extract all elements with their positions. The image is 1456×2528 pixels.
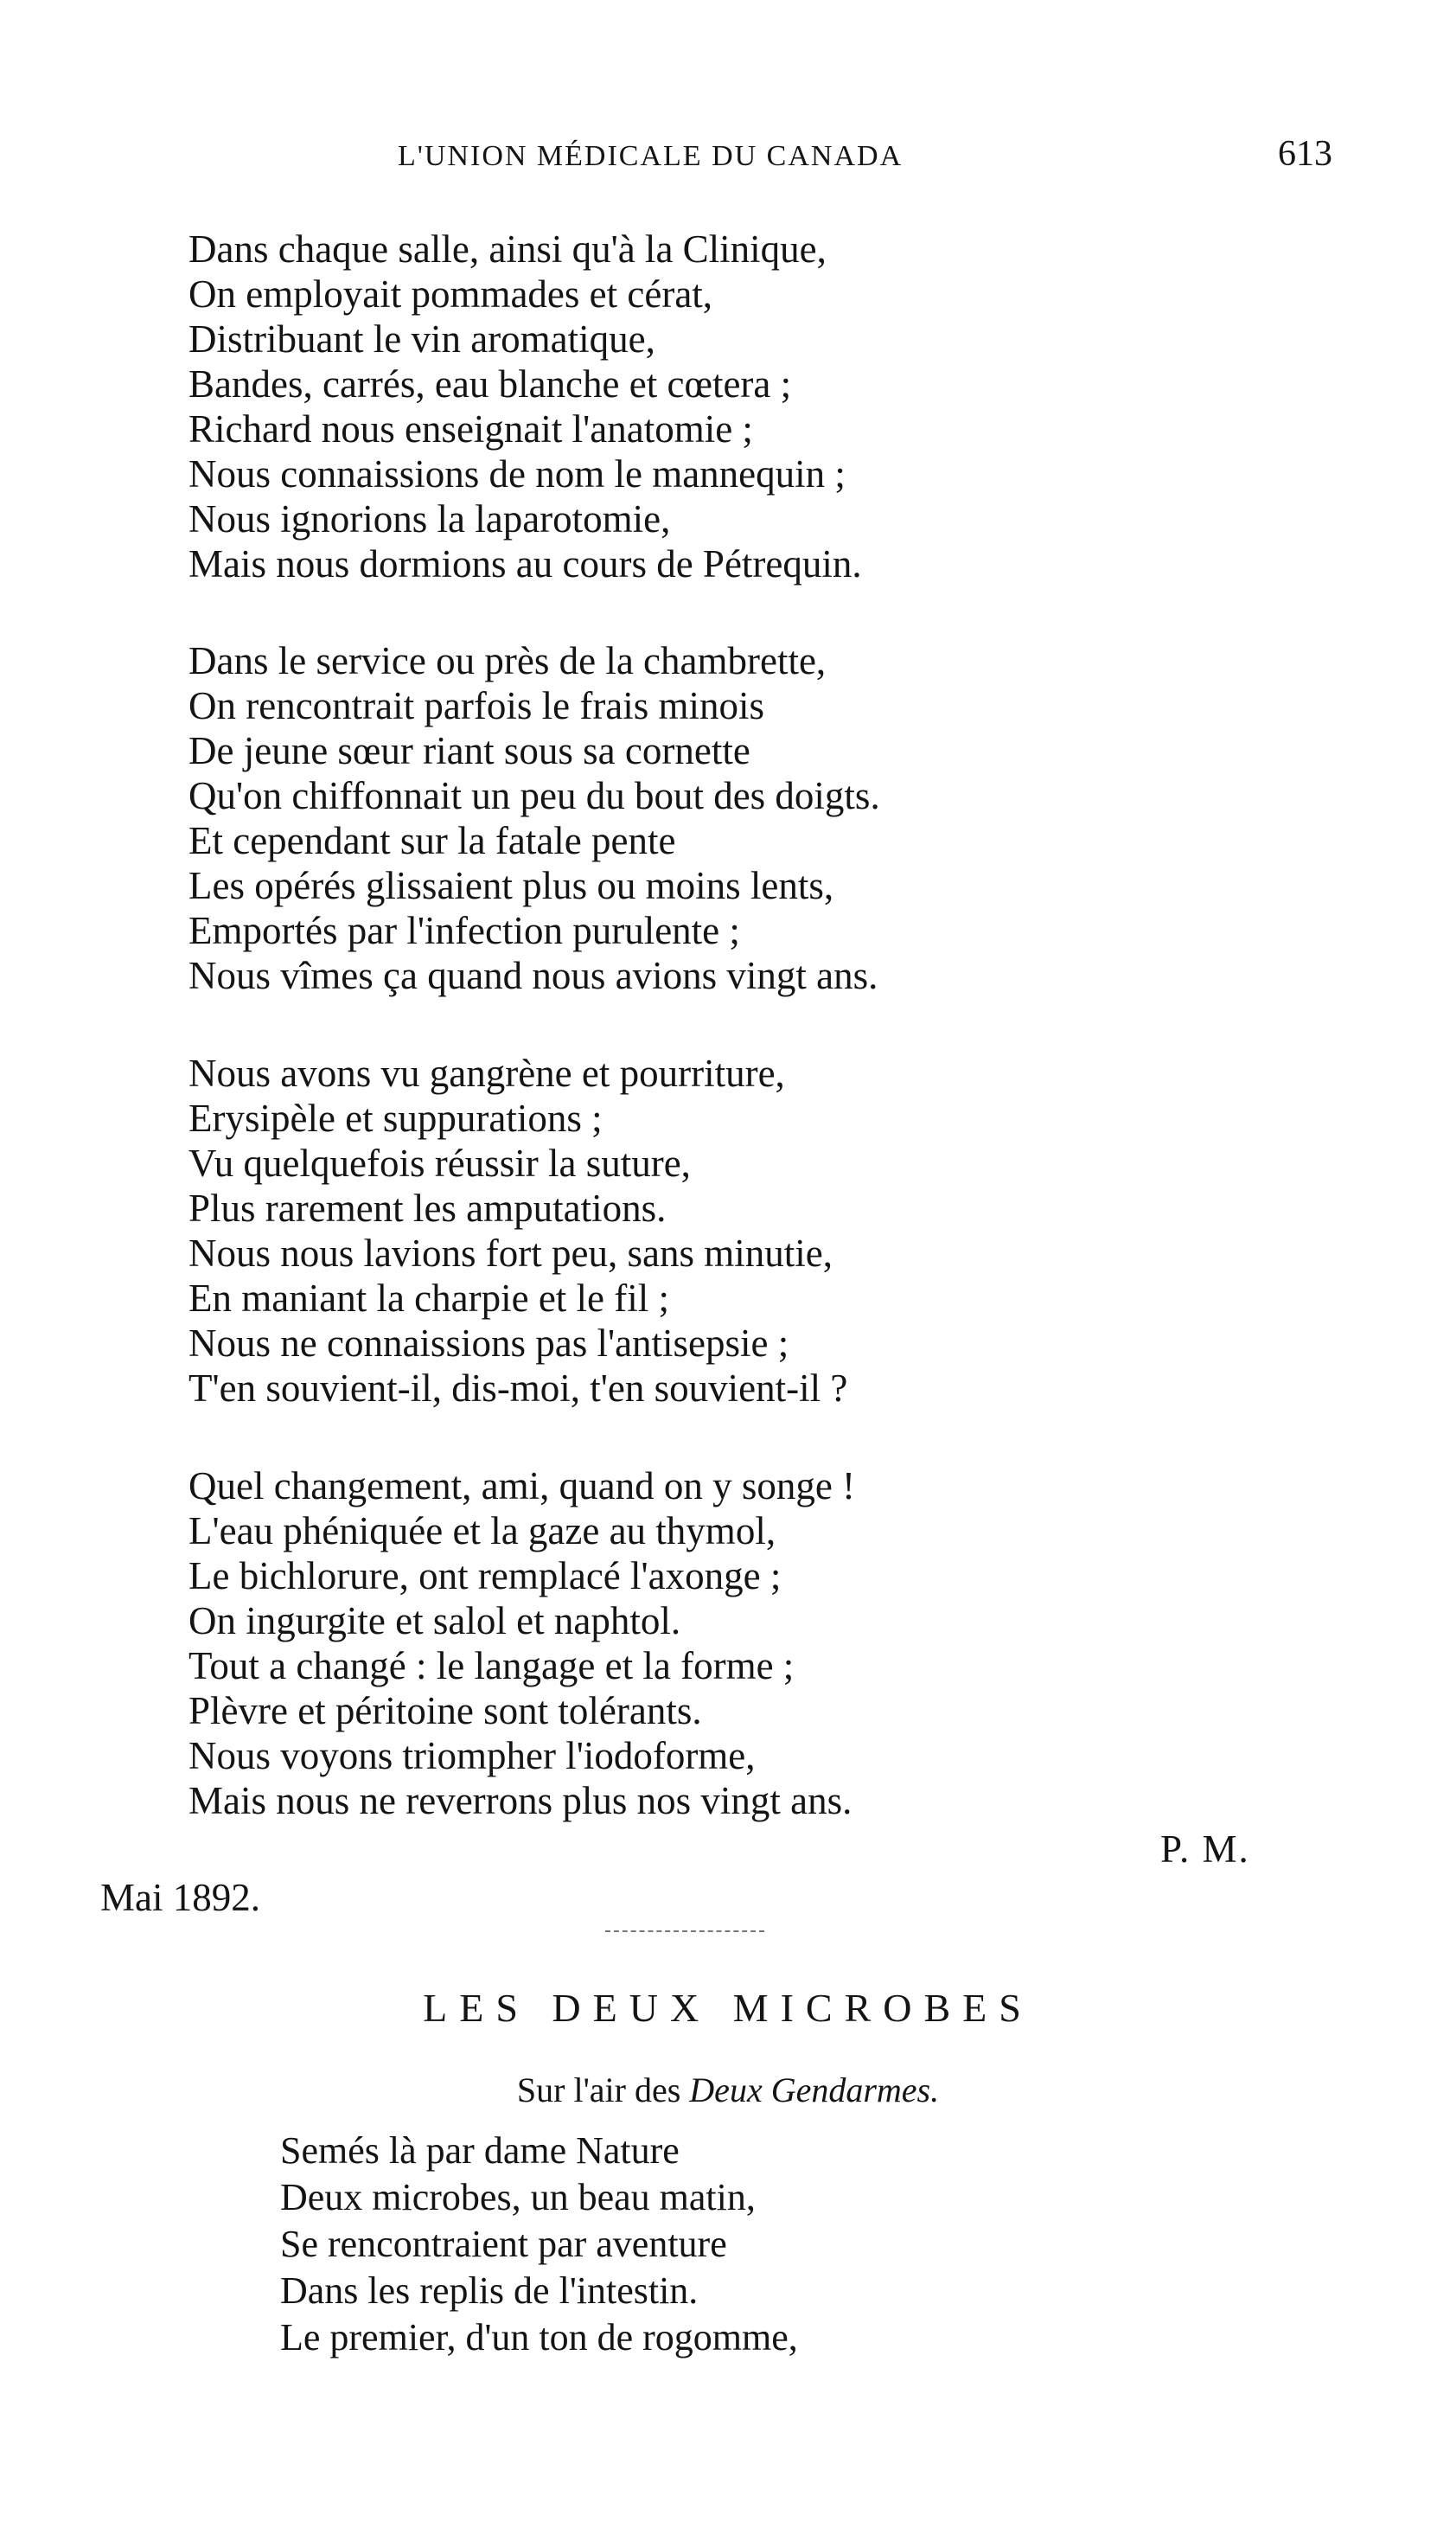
verse-line: Quel changement, ami, quand on y songe !: [188, 1464, 856, 1507]
verse-line: Mais nous dormions au cours de Pétrequin.: [188, 542, 862, 586]
verse-line: Nous vîmes ça quand nous avions vingt ans.: [188, 954, 878, 997]
verse-line: L'eau phéniquée et la gaze au thymol,: [188, 1509, 776, 1552]
subtitle-tune: Deux Gendarmes.: [689, 2070, 940, 2109]
verse-line: T'en souvient-il, dis-moi, t'en souvient-il ?: [188, 1366, 848, 1410]
verse-line: En maniant la charpie et le fil ;: [188, 1277, 670, 1320]
verse-line: Semés là par dame Nature: [280, 2129, 680, 2172]
poem-stanza-3: [188, 1051, 847, 1411]
verse-line: Plus rarement les amputations.: [188, 1187, 667, 1230]
verse-line: De jeune sœur riant sous sa cornette: [188, 729, 750, 772]
verse-line: Les opérés glissaient plus ou moins lents,: [188, 864, 834, 907]
section-subtitle: [0, 2070, 1456, 2110]
section-divider: [605, 1930, 764, 1932]
verse-line: On ingurgite et salol et naphtol.: [188, 1599, 681, 1642]
verse-line: Plèvre et péritoine sont tolérants.: [188, 1689, 702, 1732]
poem-stanza-1: [188, 227, 862, 586]
verse-line: Vu quelquefois réussir la suture,: [188, 1142, 691, 1185]
verse-line: Dans le service ou près de la chambrette,: [188, 639, 827, 682]
poem-stanza-4: [188, 1463, 855, 1823]
verse-line: Nous ignorions la laparotomie,: [188, 497, 671, 541]
verse-line: Tout a changé : le langage et la forme ;: [188, 1644, 795, 1687]
verse-line: Se rencontraient par aventure: [280, 2223, 727, 2265]
verse-line: Nous ne connaissions pas l'antisepsie ;: [188, 1322, 789, 1365]
verse-line: Mais nous ne reverrons plus nos vingt ans.: [188, 1779, 853, 1822]
verse-line: Le bichlorure, ont remplacé l'axonge ;: [188, 1554, 782, 1597]
verse-line: Nous nous lavions fort peu, sans minutie,: [188, 1232, 833, 1275]
verse-line: On rencontrait parfois le frais minois: [188, 684, 765, 727]
verse-line: Qu'on chiffonnait un peu du bout des doigts.: [188, 774, 880, 817]
verse-line: On employait pommades et cérat,: [188, 272, 713, 316]
verse-line: Bandes, carrés, eau blanche et cœtera ;: [188, 362, 792, 406]
verse-line: Erysipèle et suppurations ;: [188, 1097, 603, 1140]
verse-line: Deux microbes, un beau matin,: [280, 2176, 756, 2218]
poem-stanza-2: [188, 638, 880, 998]
section-title: LES DEUX MICROBES: [423, 1986, 1033, 2030]
verse-line: Richard nous enseignait l'anatomie ;: [188, 407, 753, 451]
verse-line: Et cependant sur la fatale pente: [188, 819, 676, 862]
author-signature: P. M.: [1160, 1827, 1250, 1871]
verse-line: Emportés par l'infection purulente ;: [188, 909, 740, 952]
verse-line: Dans chaque salle, ainsi qu'à la Clinique,: [188, 227, 827, 271]
verse-line: Dans les replis de l'intestin.: [280, 2269, 699, 2312]
subtitle-prefix: Sur l'air des: [516, 2070, 690, 2109]
song-stanza-1: [280, 2128, 798, 2361]
running-title: L'UNION MÉDICALE DU CANADA: [398, 140, 904, 172]
verse-line: Distribuant le vin aromatique,: [188, 317, 655, 361]
poem-date: Mai 1892.: [100, 1876, 260, 1919]
verse-line: Le premier, d'un ton de rogomme,: [280, 2316, 798, 2358]
verse-line: Nous voyons triompher l'iodoforme,: [188, 1734, 756, 1777]
verse-line: Nous avons vu gangrène et pourriture,: [188, 1052, 785, 1095]
verse-line: Nous connaissions de nom le mannequin ;: [188, 452, 846, 496]
page-number: 613: [1278, 134, 1332, 174]
